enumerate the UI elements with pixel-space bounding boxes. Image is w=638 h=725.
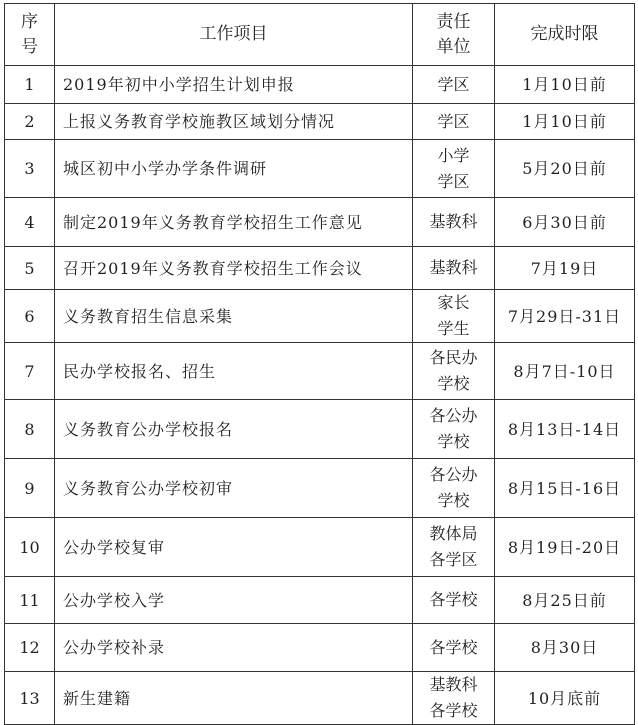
row-task: 制定2019年义务教育学校招生工作意见 [55,198,413,247]
row-task: 民办学校报名、招生 [55,343,413,400]
row-task: 城区初中小学办学条件调研 [55,140,413,198]
row-responsible-unit [413,400,495,459]
row-responsible-unit [413,104,495,140]
table-header-row [5,4,635,66]
enrollment-schedule-table [4,3,635,725]
row-deadline: 8月30日 [495,624,635,672]
row-responsible-unit [413,290,495,343]
row-serial-number: 5 [5,247,55,290]
header-responsible-unit: 责任 单位 [413,4,495,66]
unit-line: 各公办 [429,406,478,425]
table-row [5,140,635,198]
row-responsible-unit [413,672,495,725]
row-task: 2019年初中小学招生计划申报 [55,66,413,104]
table-row [5,66,635,104]
row-responsible-unit [413,518,495,577]
row-serial-number: 12 [5,624,55,672]
table-row [5,672,635,725]
table-row [5,290,635,343]
row-deadline: 5月20日前 [495,140,635,198]
row-task: 上报义务教育学校施教区域划分情况 [55,104,413,140]
row-deadline: 8月7日-10日 [495,343,635,400]
table-row [5,198,635,247]
row-responsible-unit [413,624,495,672]
unit-line: 各学区 [429,550,478,569]
unit-line: 基教科 [429,675,478,694]
row-task: 义务教育公办学校初审 [55,459,413,518]
row-serial-number: 1 [5,66,55,104]
row-deadline: 8月25日前 [495,577,635,624]
header-task: 工作项目 [55,4,413,66]
row-responsible-unit [413,247,495,290]
table-row [5,577,635,624]
row-serial-number: 13 [5,672,55,725]
row-deadline: 8月15日-16日 [495,459,635,518]
unit-line: 基教科 [429,258,478,277]
row-deadline: 1月10日前 [495,66,635,104]
row-serial-number: 11 [5,577,55,624]
unit-line: 学生 [437,319,470,338]
unit-line: 各民办 [429,348,478,367]
row-task: 公办学校复审 [55,518,413,577]
unit-line: 家长 [437,293,470,312]
row-responsible-unit [413,66,495,104]
row-deadline: 8月19日-20日 [495,518,635,577]
row-task: 义务教育招生信息采集 [55,290,413,343]
row-task: 公办学校入学 [55,577,413,624]
unit-line: 教体局 [429,524,478,543]
unit-line: 学校 [437,491,470,510]
unit-line: 各公办 [429,465,478,484]
unit-line: 各学校 [429,590,478,609]
row-deadline: 6月30日前 [495,198,635,247]
table-row [5,400,635,459]
unit-line: 学校 [437,432,470,451]
table-row [5,247,635,290]
row-responsible-unit [413,343,495,400]
row-responsible-unit [413,459,495,518]
table-row [5,104,635,140]
unit-line: 学区 [437,171,470,191]
row-task: 新生建籍 [55,672,413,725]
row-responsible-unit [413,577,495,624]
unit-line: 学校 [437,374,470,393]
row-responsible-unit [413,140,495,198]
row-task: 公办学校补录 [55,624,413,672]
table-row [5,459,635,518]
row-serial-number: 7 [5,343,55,400]
header-serial-number: 序 号 [5,4,55,66]
unit-line: 学区 [437,111,470,131]
unit-line: 基教科 [429,212,478,231]
row-deadline: 10月底前 [495,672,635,725]
row-serial-number: 2 [5,104,55,140]
table-row [5,518,635,577]
row-serial-number: 3 [5,140,55,198]
header-deadline: 完成时限 [495,4,635,66]
row-deadline: 1月10日前 [495,104,635,140]
row-serial-number: 9 [5,459,55,518]
row-responsible-unit [413,198,495,247]
row-task: 召开2019年义务教育学校招生工作会议 [55,247,413,290]
row-serial-number: 10 [5,518,55,577]
unit-line: 学区 [437,74,470,94]
row-task: 义务教育公办学校报名 [55,400,413,459]
row-deadline: 8月13日-14日 [495,400,635,459]
unit-line: 小学 [437,145,470,165]
row-serial-number: 6 [5,290,55,343]
table-row [5,343,635,400]
table-body [5,66,635,725]
table-row [5,624,635,672]
row-serial-number: 4 [5,198,55,247]
unit-line: 各学校 [429,701,478,720]
row-deadline: 7月19日 [495,247,635,290]
schedule-table-wrapper [4,3,635,725]
row-serial-number: 8 [5,400,55,459]
row-deadline: 7月29日-31日 [495,290,635,343]
unit-line: 各学校 [429,637,478,657]
